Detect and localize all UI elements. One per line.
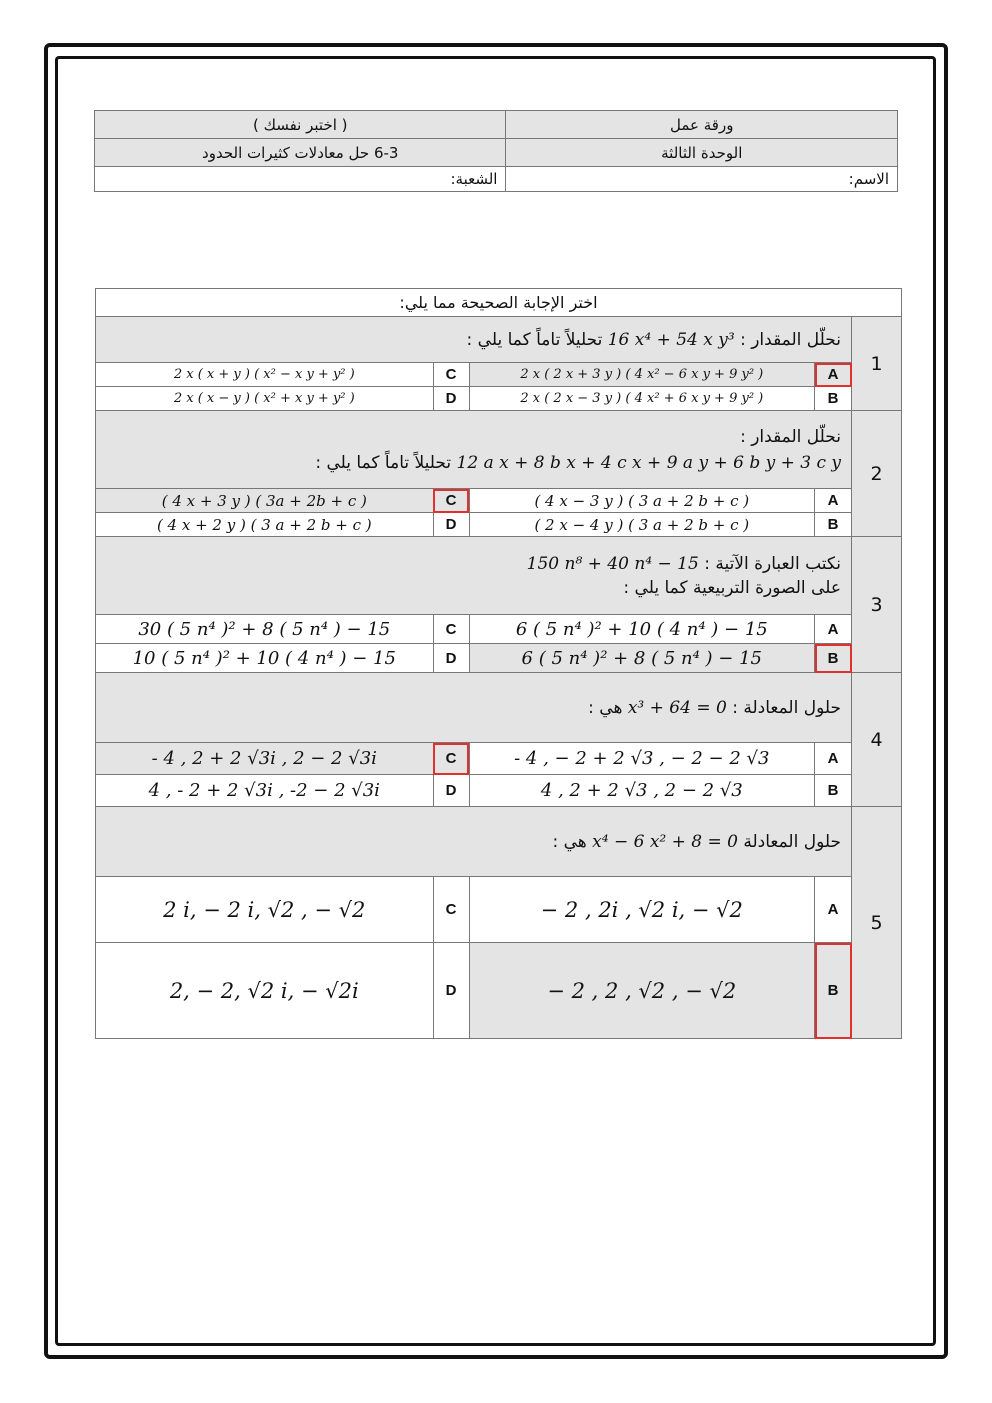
question-2-expression: 12 a x + 8 b x + 4 c x + 9 a y + 6 b y + 3 c y xyxy=(456,452,842,473)
q2-label-b[interactable]: B xyxy=(815,513,852,537)
q2-label-a[interactable]: A xyxy=(815,489,852,513)
subtitle-cell: ( اختبر نفسك ) xyxy=(95,111,506,139)
q1-label-b[interactable]: B xyxy=(815,387,852,411)
question-1-number: 1 xyxy=(852,317,902,411)
question-3-text-before: نكتب العبارة الآتية : xyxy=(704,553,842,574)
question-2-prompt xyxy=(96,411,852,489)
q3-option-a[interactable]: 6 ( 5 n⁴ )² + 10 ( 4 n⁴ ) − 15 xyxy=(469,615,815,644)
instruction: اختر الإجابة الصحيحة مما يلي: xyxy=(96,289,902,317)
question-5-text-after: هي : xyxy=(552,831,587,852)
question-3-expression: 150 n⁸ + 40 n⁴ − 15 xyxy=(526,553,699,574)
q2-option-a[interactable]: ( 4 x − 3 y ) ( 3 a + 2 b + c ) xyxy=(469,489,815,513)
q1-label-a[interactable]: A xyxy=(815,363,852,387)
question-2-text-after: تحليلاً تاماً كما يلي : xyxy=(315,452,452,473)
q1-option-d[interactable]: 2 x ( x − y ) ( x² + x y + y² ) xyxy=(96,387,434,411)
q3-option-d[interactable]: 10 ( 5 n⁴ )² + 10 ( 4 n⁴ ) − 15 xyxy=(96,644,434,673)
question-3-number: 3 xyxy=(852,537,902,673)
lesson-cell: 6-3 حل معادلات كثيرات الحدود xyxy=(95,139,506,167)
question-4-number: 4 xyxy=(852,673,902,807)
question-4-text-before: حلول المعادلة : xyxy=(732,697,842,718)
q1-label-d[interactable]: D xyxy=(433,387,469,411)
q2-option-d[interactable]: ( 4 x + 2 y ) ( 3 a + 2 b + c ) xyxy=(96,513,434,537)
q4-label-d[interactable]: D xyxy=(433,775,469,807)
q4-label-c[interactable]: C xyxy=(433,743,469,775)
question-5-number: 5 xyxy=(852,807,902,1039)
question-5-prompt xyxy=(96,807,852,877)
q4-label-b[interactable]: B xyxy=(815,775,852,807)
q5-option-d[interactable]: 2, − 2, √2 i, − √2i xyxy=(96,943,434,1039)
q2-option-c[interactable]: ( 4 x + 3 y ) ( 3a + 2b + c ) xyxy=(96,489,434,513)
question-4-expression: x³ + 64 = 0 xyxy=(627,697,727,718)
question-5-expression: x⁴ − 6 x² + 8 = 0 xyxy=(592,831,738,852)
unit-cell: الوحدة الثالثة xyxy=(506,139,898,167)
question-2-number: 2 xyxy=(852,411,902,537)
q4-option-d[interactable]: 4 , - 2 + 2 √3i , -2 − 2 √3i xyxy=(96,775,434,807)
q4-option-a[interactable]: - 4 , − 2 + 2 √3 , − 2 − 2 √3 xyxy=(469,743,815,775)
section-field[interactable]: الشعبة: xyxy=(95,167,506,192)
q5-label-a[interactable]: A xyxy=(815,877,852,943)
q3-label-c[interactable]: C xyxy=(433,615,469,644)
q3-option-c[interactable]: 30 ( 5 n⁴ )² + 8 ( 5 n⁴ ) − 15 xyxy=(96,615,434,644)
q4-label-a[interactable]: A xyxy=(815,743,852,775)
q1-label-c[interactable]: C xyxy=(433,363,469,387)
q3-label-d[interactable]: D xyxy=(433,644,469,673)
q1-option-c[interactable]: 2 x ( x + y ) ( x² − x y + y² ) xyxy=(96,363,434,387)
name-field[interactable]: الاسم: xyxy=(506,167,898,192)
q4-option-b[interactable]: 4 , 2 + 2 √3 , 2 − 2 √3 xyxy=(469,775,815,807)
q5-label-c[interactable]: C xyxy=(433,877,469,943)
question-1-text-before: نحلّل المقدار : xyxy=(740,329,842,350)
q3-option-b[interactable]: 6 ( 5 n⁴ )² + 8 ( 5 n⁴ ) − 15 xyxy=(469,644,815,673)
q3-label-b[interactable]: B xyxy=(815,644,852,673)
q2-label-d[interactable]: D xyxy=(433,513,469,537)
q1-option-a[interactable]: 2 x ( 2 x + 3 y ) ( 4 x² − 6 x y + 9 y² ) xyxy=(469,363,815,387)
q4-option-c[interactable]: - 4 , 2 + 2 √3i , 2 − 2 √3i xyxy=(96,743,434,775)
q1-option-b[interactable]: 2 x ( 2 x − 3 y ) ( 4 x² + 6 x y + 9 y² ) xyxy=(469,387,815,411)
q5-option-b[interactable]: − 2 , 2 , √2 , − √2 xyxy=(469,943,815,1039)
question-1-text-after: تحليلاً تاماً كما يلي : xyxy=(466,329,603,350)
q5-label-b[interactable]: B xyxy=(815,943,852,1039)
q5-option-c[interactable]: 2 i, − 2 i, √2 , − √2 xyxy=(96,877,434,943)
question-4-prompt xyxy=(96,673,852,743)
q5-label-d[interactable]: D xyxy=(433,943,469,1039)
q5-option-a[interactable]: − 2 , 2i , √2 i, − √2 xyxy=(469,877,815,943)
q2-option-b[interactable]: ( 2 x − 4 y ) ( 3 a + 2 b + c ) xyxy=(469,513,815,537)
q2-label-c[interactable]: C xyxy=(433,489,469,513)
quiz-table xyxy=(95,288,902,1039)
question-4-text-after: هي : xyxy=(588,697,623,718)
title-cell: ورقة عمل xyxy=(506,111,898,139)
question-3-prompt xyxy=(96,537,852,615)
question-1-prompt xyxy=(96,317,852,363)
q3-label-a[interactable]: A xyxy=(815,615,852,644)
worksheet-header xyxy=(94,110,898,192)
question-2-text-before: نحلّل المقدار : xyxy=(740,426,842,447)
question-3-text-after: على الصورة التربيعية كما يلي : xyxy=(623,577,842,598)
question-1-expression: 16 x⁴ + 54 x y³ xyxy=(607,329,735,350)
question-5-text-before: حلول المعادلة xyxy=(743,831,842,852)
